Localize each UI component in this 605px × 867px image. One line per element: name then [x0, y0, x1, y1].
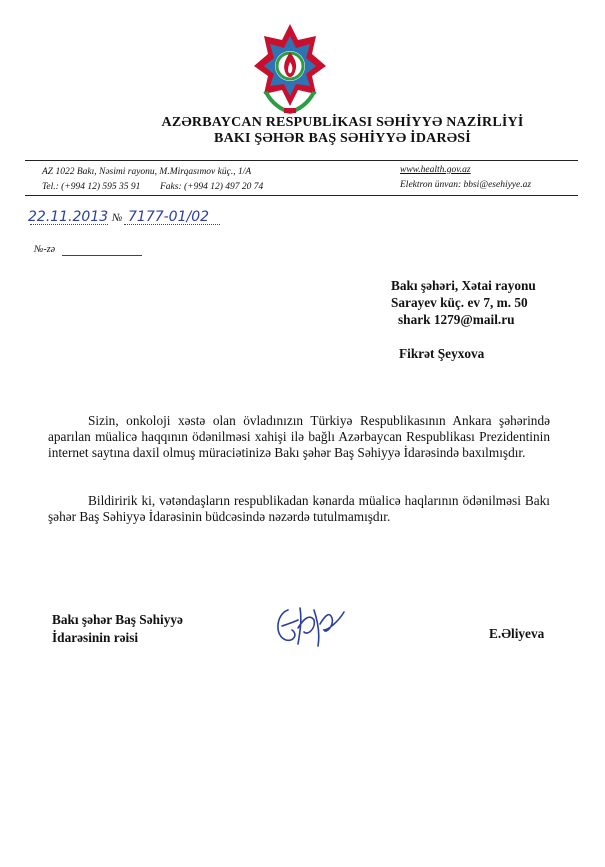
phone-text: Tel.: (+994 12) 595 35 91: [42, 182, 141, 192]
fax-text: Faks: (+994 12) 497 20 74: [160, 182, 264, 192]
document-number: 7177-01/02: [128, 209, 210, 225]
recipient-address-line-1: Bakı şəhəri, Xətai rayonu: [391, 278, 536, 293]
number-label: №: [112, 212, 123, 224]
state-emblem-icon: [254, 22, 326, 118]
recipient-address-line-2: Sarayev küç. ev 7, m. 50: [391, 295, 528, 310]
signer-name: E.Əliyeva: [489, 626, 545, 641]
body-paragraph-2: Bildiririk ki, vətəndaşların respublikadan kənarda müalicə haqlarının ödənilməsi Bakı şəhər Baş Səhiyyə İdarəsinin büdcəsində nəzərdə tutulmamışdır.: [48, 493, 550, 524]
handwritten-signature-icon: [268, 600, 358, 650]
reply-reference-label: №-zə: [34, 244, 56, 255]
email-text: Elektron ünvan: bbsi@esehiyye.az: [400, 180, 532, 190]
document-date: 22.11.2013: [28, 209, 109, 225]
recipient-email: shark 1279@mail.ru: [398, 312, 515, 327]
signatory-title-line-2: İdarəsinin rəisi: [52, 630, 139, 645]
header-divider-top: [25, 160, 578, 161]
recipient-name: Fikrət Şeyxova: [399, 346, 485, 361]
number-underline: [124, 224, 220, 225]
address-text: AZ 1022 Bakı, Nəsimi rayonu, M.Mirqasımov küç., 1/A: [42, 167, 252, 177]
body-paragraph-1: Sizin, onkoloji xəstə olan övladınızın Türkiyə Respublikasının Ankara şəhərində aparılan müalicə haqqının ödənilməsi xahişi ilə bağlı Azərbaycan Respublikası Prezidentinin internet saytına daxil olmuş müraciətinizə Bakı şəhər Baş Səhiyyə İdarəsində baxılmışdır.: [48, 413, 550, 460]
reply-reference-line: [62, 255, 142, 256]
department-name: BAKI ŞƏHƏR BAŞ SƏHİYYƏ İDARƏSİ: [214, 131, 471, 146]
date-underline: [30, 224, 108, 225]
signatory-title-line-1: Bakı şəhər Baş Səhiyyə: [52, 612, 183, 627]
ministry-name: AZƏRBAYCAN RESPUBLİKASI SƏHİYYƏ NAZİRLİYİ: [161, 115, 524, 130]
header-divider-bottom: [25, 195, 578, 196]
website-link[interactable]: www.health.gov.az: [400, 165, 471, 175]
